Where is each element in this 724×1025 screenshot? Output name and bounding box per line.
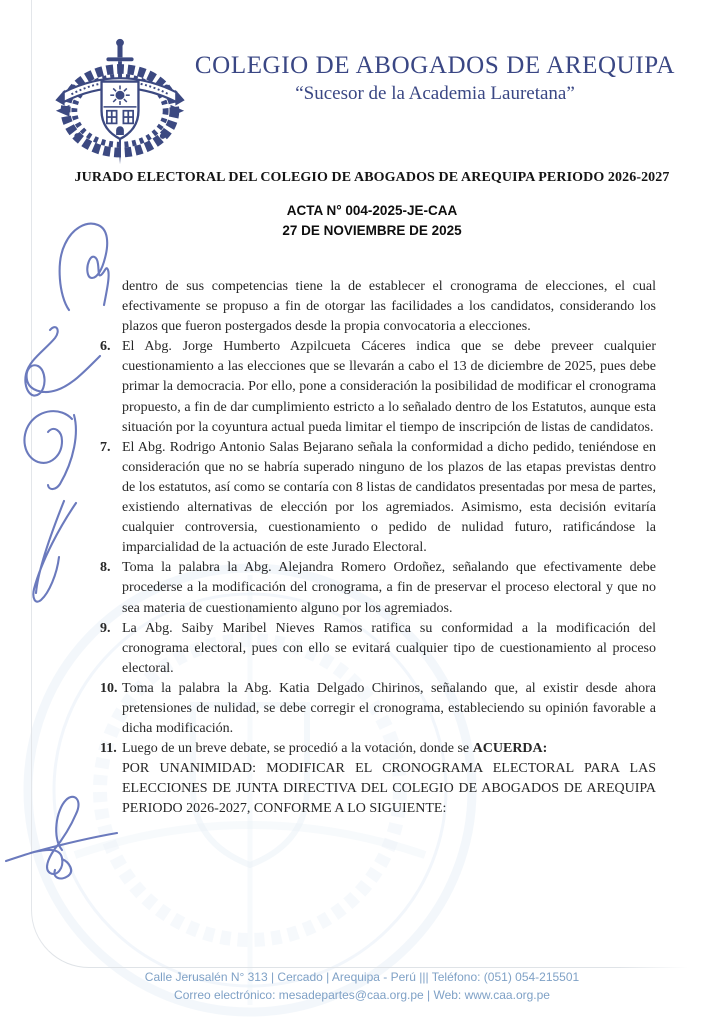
acuerda-emphasis: ACUERDA:: [472, 741, 548, 757]
item-number: 6.: [100, 339, 111, 355]
item-text: El Abg. Jorge Humberto Azpilcueta Cáceres indica que se debe preveer cualquier cuestionamiento a las elecciones que se llevarán a cabo el 13 de diciembre de 2025, pues debe primar la democracia. Por ello, pone a consideración la posibilidad de modificar el cronograma propuesto, a fin de dar cumplimiento estricto a lo señalado dentro de los Estatutos, aunque esta situación por la coyuntura actual pueda limitar el tiempo de inscripción de listas de candidatos.: [122, 339, 656, 435]
acta-heading: [70, 201, 674, 241]
document-heading: JURADO ELECTORAL DEL COLEGIO DE ABOGADOS DE AREQUIPA PERIODO 2026-2027: [74, 170, 670, 185]
acta-date: 27 DE NOVIEMBRE DE 2025: [282, 223, 462, 238]
signature-initials-3: [16, 405, 96, 493]
caa-crest-logo: [52, 36, 188, 168]
signature-initials-2: [12, 322, 102, 414]
org-tagline: “Sucesor de la Academia Lauretana”: [295, 83, 575, 104]
footer-contact: Correo electrónico: mesadepartes@caa.org.pe | Web: www.caa.org.pe: [174, 987, 550, 1002]
item-number: 10.: [100, 680, 118, 696]
item-text: Toma la palabra la Abg. Katia Delgado Chirinos, señalando que, al existir desde ahora pretensiones de nulidad, se debe corregir el cronograma, estableciendo su opinión favorable a dicha modificación.: [122, 680, 656, 737]
item-number: 11.: [100, 741, 117, 757]
acta-number: ACTA N° 004-2025-JE-CAA: [286, 203, 458, 218]
document-footer: [0, 969, 724, 1004]
item-number: 9.: [100, 620, 111, 636]
list-item: [100, 337, 656, 437]
signature-initials-5: [4, 786, 120, 886]
signature-initials-1: [55, 218, 125, 313]
paragraph-continuation: dentro de sus competencias tiene la de establecer el cronograma de elecciones, el cual efectivamente se propuso a fin de otorgar las facilidades a los candidatos, considerando los plazos que fueron postergados desde la propia convocatoria a elecciones.: [122, 279, 656, 335]
item-text: La Abg. Saiby Maribel Nieves Ramos ratifica su conformidad a la modificación del cronograma electoral, pues con ello se evitará cualquier tipo de cuestionamiento al proceso electoral.: [122, 620, 656, 676]
item-text: El Abg. Rodrigo Antonio Salas Bejarano señala la conformidad a dicho pedido, teniéndose en consideración que no se habría superado ninguno de los plazos de las etapas previstas dentro de los estatutos, así como se contaría con 8 listas de candidatos presentadas por mesa de partes, existiendo alternativas de elección por los agremiados. Asimismo, esta decisión evitaría cualquier controversia, cuestionamiento o pedido de nulidad futuro, ratificándose la imparcialidad de la actuación de este Jurado Electoral.: [122, 439, 656, 556]
letterhead-text: [188, 36, 682, 105]
letterhead: [52, 36, 682, 168]
document-body: [100, 277, 656, 820]
footer-address: Calle Jerusalén N° 313 | Cercado | Arequipa - Perú ||| Teléfono: (051) 054-215501: [144, 970, 580, 984]
item-text: Toma la palabra la Abg. Alejandra Romero Ordoñez, señalando que efectivamente debe procederse a la modificación del cronograma, a fin de preservar el proceso electoral y que no sea materia de cuestionamiento alguno por los agremiados.: [122, 560, 656, 616]
item-text: Luego de un breve debate, se procedió a la votación, donde se: [122, 741, 473, 757]
org-name: COLEGIO DE ABOGADOS DE AREQUIPA: [194, 52, 676, 79]
resolution-text: POR UNANIMIDAD: MODIFICAR EL CRONOGRAMA ELECTORAL PARA LAS ELECCIONES DE JUNTA DIRECTIVA DEL COLEGIO DE ABOGADOS DE AREQUIPA PERIODO 2026-2027, CONFORME A LO SIGUIENTE:: [122, 761, 656, 817]
list-item: [100, 679, 656, 739]
list-item: [100, 739, 656, 759]
item-number: 7.: [100, 439, 111, 455]
list-item: [100, 558, 656, 618]
list-item: [100, 438, 656, 559]
list-item: [100, 619, 656, 679]
signature-initials-4: [12, 497, 84, 609]
item-number: 8.: [100, 560, 111, 576]
